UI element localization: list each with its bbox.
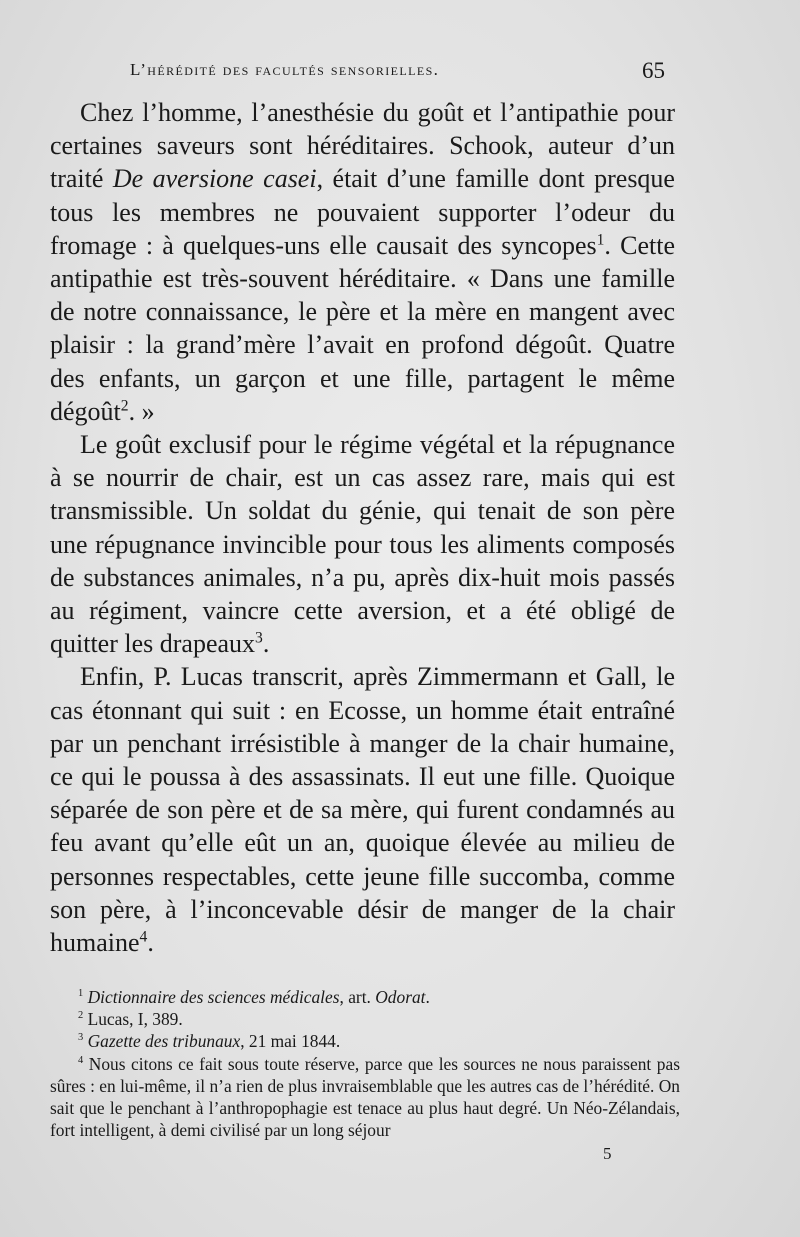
footnote-ref: 1 bbox=[596, 231, 605, 249]
footnotes bbox=[50, 986, 680, 1141]
signature-mark: 5 bbox=[603, 1144, 612, 1163]
footnote-1: $^1$ Dictionnaire des sciences médicales, art. Odorat. bbox=[78, 987, 430, 1007]
footnote-2: $^2$ Lucas, I, 389. bbox=[78, 1009, 183, 1030]
footnote-ref: 2 bbox=[120, 397, 129, 415]
page-header bbox=[130, 60, 665, 90]
paragraph-1: Chez l’homme, l’anesthésie du goût et l’antipathie pour certaines saveurs sont héréditaires. Schook, auteur d’un traité De aversione casei, était d’une famille dont presque tous les membres ne pouvaient supporter l’odeur du fromage : à quelques-uns elle causait des syncopes$^1$. Cette antipathie est très-souvent héréditaire. « Dans une famille de notre connaissance, le père et la mère en mangent avec plaisir : la grand’mère l’avait en profond dégoût. Quatre des enfants, un garçon et une fille, partagent le même dégoût$^2$. » bbox=[50, 98, 675, 426]
footnote-ref: 4 bbox=[139, 928, 148, 946]
page-number: 65 bbox=[642, 58, 665, 83]
paragraph-2: Le goût exclusif pour le régime végétal et la répugnance à se nourrir de chair, est un cas assez rare, mais qui est transmissible. Un soldat du génie, qui tenait de son père une répugnance invincible pour tous les aliments composés de substances animales, n’a pu, après dix-huit mois passés au régiment, vaincre cette aversion, et a été obligé de quitter les drapeaux$^3$. bbox=[50, 430, 675, 659]
running-title: L’hérédité des facultés sensorielles. bbox=[130, 60, 440, 79]
footnote-3: $^3$ Gazette des tribunaux, 21 mai 1844. bbox=[78, 1031, 341, 1052]
book-title: De aversione casei bbox=[112, 164, 317, 194]
footnote-ref: 3 bbox=[255, 629, 263, 647]
paragraph-3: Enfin, P. Lucas transcrit, après Zimmermann et Gall, le cas étonnant qui suit : en Ecosse, un homme était entraîné par un penchant irrésistible à manger de la chair humaine, ce qui le poussa à des assassinats. Il eut une fille. Quoique séparée de son père et de sa mère, qui furent condamnés au feu avant qu’elle eût un an, quoique élevée au milieu de personnes respectables, cette jeune fille succomba, comme son père, à l’inconcevable désir de manger de la chair humaine$^4$. bbox=[50, 662, 675, 958]
footnote-4: $^4$ Nous citons ce fait sous toute réserve, parce que les sources ne nous paraissent pas sûres : en lui-même, il n’a rien de plus invraisemblable que les autres cas de l’hérédité. On sait que le penchant à l’anthropophagie est tenace au plus haut degré. Un Néo-Zélandais, fort intelligent, à demi civilisé par un long séjour bbox=[50, 1053, 680, 1141]
main-text bbox=[50, 96, 675, 959]
